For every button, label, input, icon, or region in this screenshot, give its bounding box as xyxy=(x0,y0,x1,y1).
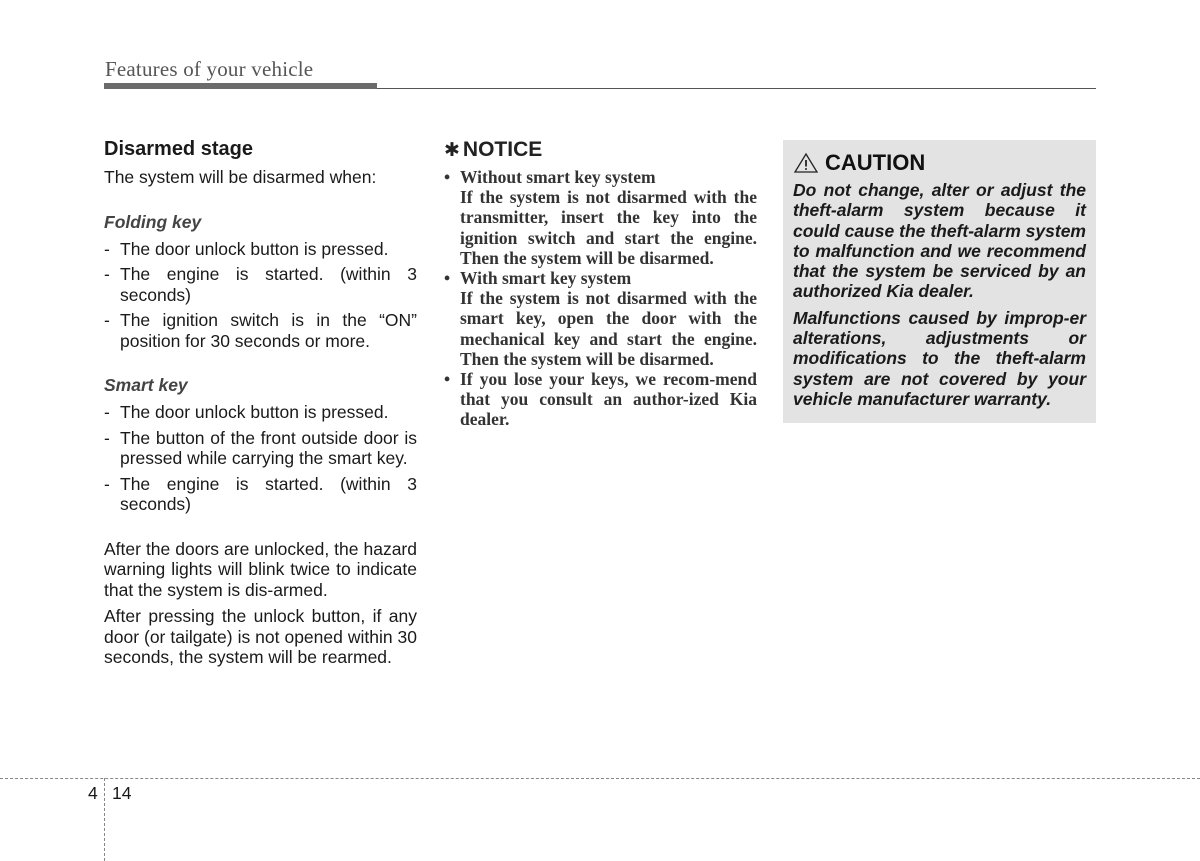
column-disarmed-stage xyxy=(104,138,417,674)
caution-box xyxy=(783,140,1096,423)
paragraph-rearm: After pressing the unlock button, if any door (or tailgate) is not opened within 30 seconds, the system will be rearmed. xyxy=(104,606,417,667)
list-item: - The engine is started. (within 3 seconds) xyxy=(104,474,417,515)
list-item: - The door unlock button is pressed. xyxy=(104,239,417,260)
smart-key-list xyxy=(104,402,417,515)
list-item xyxy=(444,268,757,369)
list-item xyxy=(444,167,757,268)
smart-key-heading: Smart key xyxy=(104,375,188,395)
page-number: 14 xyxy=(112,783,132,803)
intro-text: The system will be disarmed when: xyxy=(104,167,377,187)
notice-title: ✱ NOTICE xyxy=(444,138,543,161)
header-rule-accent xyxy=(104,83,377,89)
column-caution xyxy=(783,140,1096,423)
page-header-title: Features of your vehicle xyxy=(105,57,314,81)
footer-divider xyxy=(104,778,105,861)
notice-item-body: If you lose your keys, we recom-mend that you consult an author-ized Kia dealer. xyxy=(460,369,757,430)
list-item: - The door unlock button is pressed. xyxy=(104,402,417,423)
notice-item-heading: • Without smart key system xyxy=(460,167,656,187)
warning-triangle-icon xyxy=(793,152,819,174)
notice-item-heading: • With smart key system xyxy=(460,268,632,289)
notice-item-body: If the system is not disarmed with the smart key, open the door with the mechanical key and start the engine. Then the system will be disarmed. xyxy=(460,288,757,369)
notice-item-body: If the system is not disarmed with the transmitter, insert the key into the ignition switch and start the engine. Then the system will be disarmed. xyxy=(460,187,757,268)
caution-paragraph: Malfunctions caused by improp-er alterations, adjustments or modifications to the theft-alarm system are not covered by your vehicle manufacturer warranty. xyxy=(793,307,1086,409)
column-notice xyxy=(444,138,757,430)
folding-key-heading: Folding key xyxy=(104,211,202,232)
notice-star-icon: ✱ xyxy=(444,140,460,161)
paragraph-hazard-lights: After the doors are unlocked, the hazard warning lights will blink twice to indicate that the system is dis-armed. xyxy=(104,538,417,600)
folding-key-list xyxy=(104,239,417,352)
caution-title: CAUTION xyxy=(793,150,1086,176)
chapter-number: 4 xyxy=(88,783,98,803)
section-title: Disarmed stage xyxy=(104,138,253,160)
list-item: - The engine is started. (within 3 seconds) xyxy=(104,264,417,305)
caution-paragraph: Do not change, alter or adjust the theft-alarm system because it could cause the theft-alarm system to malfunction and we recommend that the system be serviced by an authorized Kia dealer. xyxy=(793,180,1086,302)
list-item: - The ignition switch is in the “ON” position for 30 seconds or more. xyxy=(104,310,417,351)
notice-list xyxy=(444,167,757,430)
list-item: - The button of the front outside door is pressed while carrying the smart key. xyxy=(104,428,417,469)
footer-rule xyxy=(0,778,1200,779)
list-item xyxy=(444,369,757,430)
